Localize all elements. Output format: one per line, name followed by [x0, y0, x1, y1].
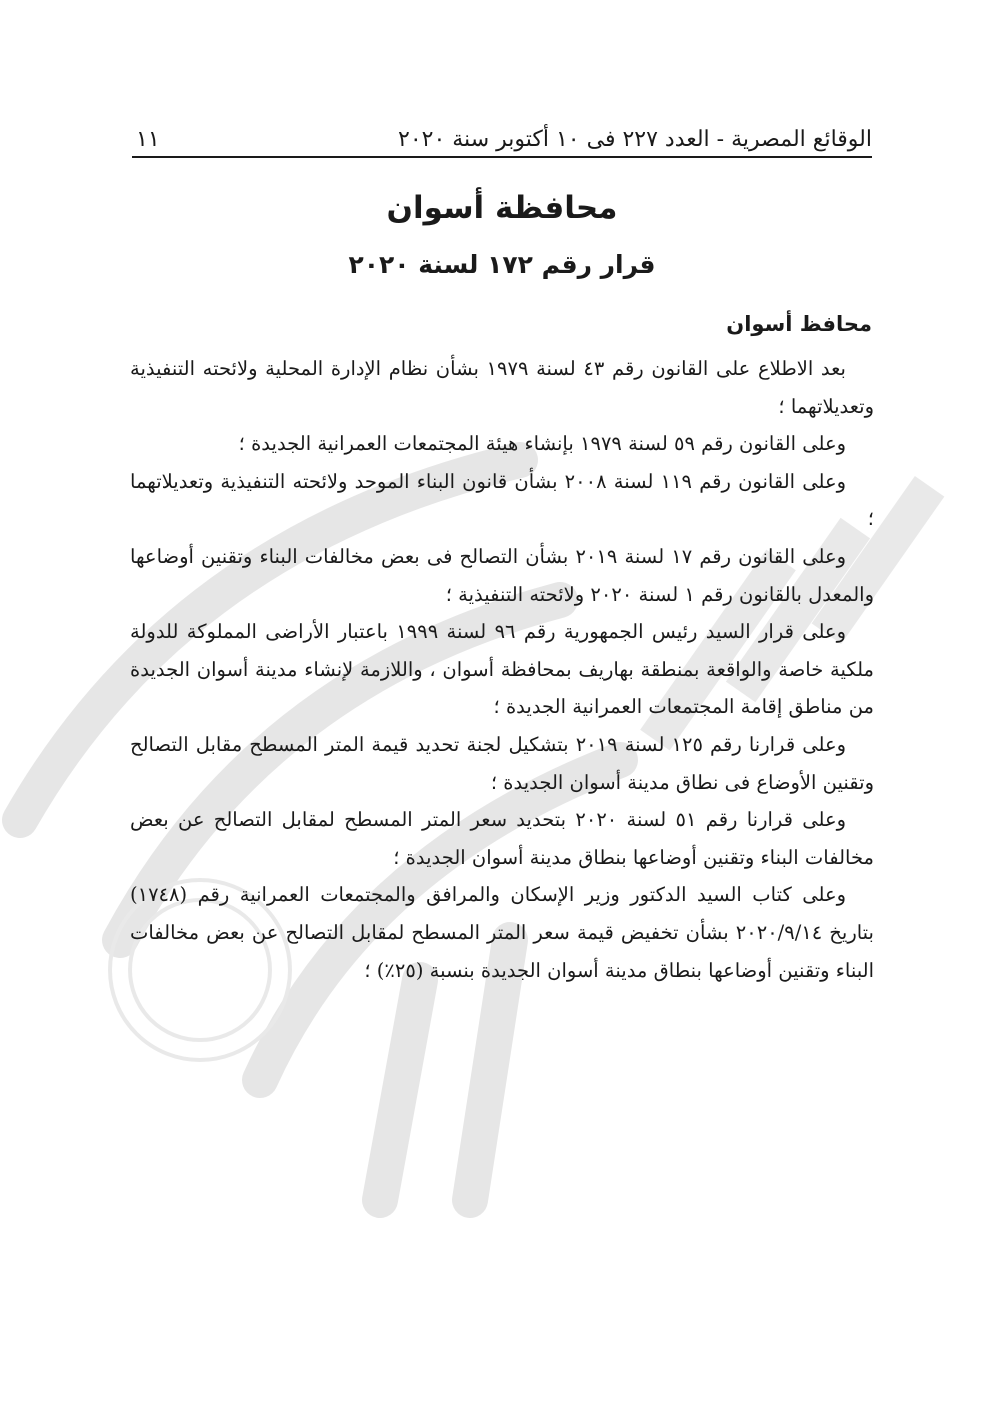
running-title: الوقائع المصرية - العدد ٢٢٧ فى ١٠ أكتوبر سنة ٢٠٢٠ [398, 127, 872, 152]
paragraph: وعلى القانون رقم ١١٩ لسنة ٢٠٠٨ بشأن قانون البناء الموحد ولائحته التنفيذية وتعديلاتهما ؛ [130, 469, 874, 531]
running-header [132, 112, 872, 152]
governorate-title: محافظة أسوان [386, 190, 618, 226]
decree-title: قرار رقم ١٧٢ لسنة ٢٠٢٠ [348, 250, 656, 279]
paragraph: وعلى كتاب السيد الدكتور وزير الإسكان والمرافق والمجتمعات العمرانية رقم (١٧٤٨) بتاريخ ٢٠٢٠/٩/١٤ بشأن تخفيض قيمة سعر المتر المسطح لمقابل التصالح عن بعض مخالفات البناء وتقنين أوضاعها بنطاق مدينة أسوان الجديدة بنسبة (٢٥٪) ؛ [130, 883, 874, 982]
paragraph: وعلى قرار السيد رئيس الجمهورية رقم ٩٦ لسنة ١٩٩٩ باعتبار الأراضى المملوكة للدولة ملكية خاصة والواقعة بمنطقة بهاريف بمحافظة أسوان ، واللازمة لإنشاء مدينة أسوان الجديدة من مناطق إقامة المجتمعات العمرانية الجديدة ؛ [130, 620, 874, 719]
header-divider [132, 156, 872, 158]
paragraph: وعلى القانون رقم ٥٩ لسنة ١٩٧٩ بإنشاء هيئة المجتمعات العمرانية الجديدة ؛ [238, 432, 846, 456]
paragraph: وعلى قرارنا رقم ٥١ لسنة ٢٠٢٠ بتحديد سعر المتر المسطح لمقابل التصالح عن بعض مخالفات البناء وتقنين أوضاعها بنطاق مدينة أسوان الجديدة ؛ [130, 808, 874, 869]
page-number: ١١ [136, 127, 160, 152]
paragraph: وعلى القانون رقم ١٧ لسنة ٢٠١٩ بشأن التصالح فى بعض مخالفات البناء وتقنين أوضاعها والمعدل بالقانون رقم ١ لسنة ٢٠٢٠ ولائحته التنفيذية ؛ [130, 544, 874, 606]
issuer-heading: محافظ أسوان [726, 312, 872, 336]
paragraph: وعلى قرارنا رقم ١٢٥ لسنة ٢٠١٩ بتشكيل لجنة تحديد قيمة المتر المسطح مقابل التصالح وتقنين الأوضاع فى نطاق مدينة أسوان الجديدة ؛ [130, 732, 874, 794]
decree-body [130, 350, 874, 989]
paragraph: بعد الاطلاع على القانون رقم ٤٣ لسنة ١٩٧٩ بشأن نظام الإدارة المحلية ولائحته التنفيذية وتعديلاتهما ؛ [130, 357, 874, 418]
